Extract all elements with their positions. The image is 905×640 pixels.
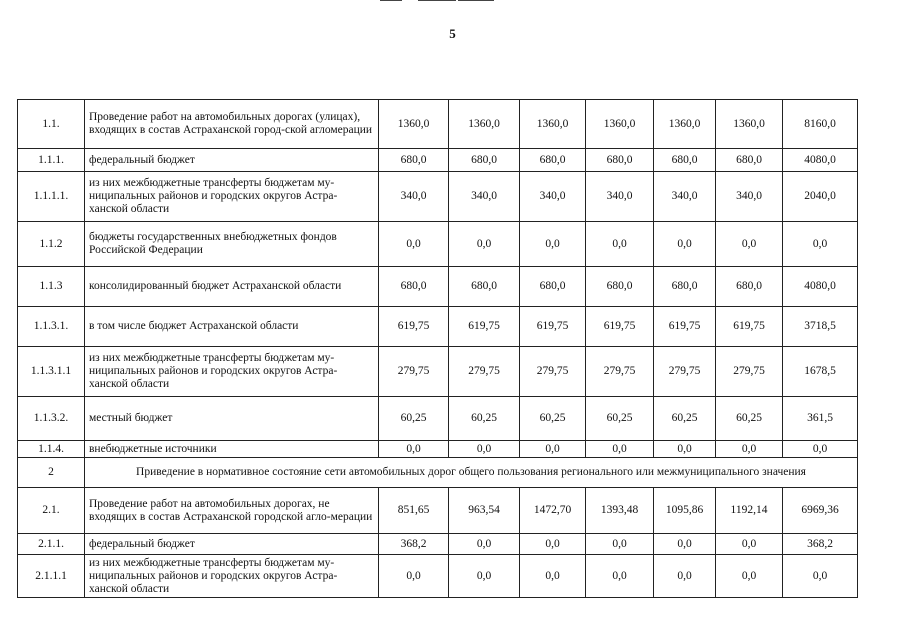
- budget-table: [17, 99, 858, 598]
- value-cell: 0,0: [654, 222, 716, 267]
- value-cell: 1360,0: [586, 100, 654, 149]
- row-description: местный бюджет: [85, 397, 379, 441]
- value-cell: 60,25: [379, 397, 449, 441]
- value-cell: 60,25: [520, 397, 586, 441]
- section-title: Приведение в нормативное состояние сети автомобильных дорог общего пользования регионального или межмуниципального значения: [85, 458, 858, 488]
- row-description: федеральный бюджет: [85, 149, 379, 172]
- value-cell: 0,0: [716, 534, 783, 555]
- value-cell: 680,0: [379, 267, 449, 307]
- table-row: [18, 397, 858, 441]
- value-cell: 340,0: [716, 172, 783, 222]
- value-cell: 1360,0: [716, 100, 783, 149]
- row-description: из них межбюджетные трансферты бюджетам му-ниципальных районов и городских округов Астра-ханской области: [85, 172, 379, 222]
- value-cell: 0,0: [520, 222, 586, 267]
- table-body: [18, 100, 858, 598]
- total-cell: 361,5: [783, 397, 858, 441]
- table-row: [18, 149, 858, 172]
- row-description: из них межбюджетные трансферты бюджетам му-ниципальных районов и городских округов Астра-ханской области: [85, 555, 379, 598]
- row-number: 1.1.3.1.1: [18, 347, 85, 397]
- row-number: 1.1.3: [18, 267, 85, 307]
- value-cell: 60,25: [586, 397, 654, 441]
- row-description: из них межбюджетные трансферты бюджетам му-ниципальных районов и городских округов Астра-ханской области: [85, 347, 379, 397]
- value-cell: 340,0: [654, 172, 716, 222]
- value-cell: 680,0: [449, 149, 520, 172]
- value-cell: 1472,70: [520, 488, 586, 534]
- value-cell: 680,0: [654, 267, 716, 307]
- row-description: консолидированный бюджет Астраханской области: [85, 267, 379, 307]
- value-cell: 0,0: [654, 555, 716, 598]
- value-cell: 279,75: [379, 347, 449, 397]
- table-row: [18, 307, 858, 347]
- row-description: бюджеты государственных внебюджетных фондов Российской Федерации: [85, 222, 379, 267]
- value-cell: 619,75: [586, 307, 654, 347]
- value-cell: 619,75: [520, 307, 586, 347]
- row-number: 1.1.: [18, 100, 85, 149]
- value-cell: 680,0: [379, 149, 449, 172]
- value-cell: 680,0: [586, 267, 654, 307]
- total-cell: 4080,0: [783, 149, 858, 172]
- table-row: [18, 347, 858, 397]
- value-cell: 0,0: [654, 534, 716, 555]
- value-cell: 680,0: [586, 149, 654, 172]
- row-number: 2.1.1.: [18, 534, 85, 555]
- total-cell: 8160,0: [783, 100, 858, 149]
- table-row: [18, 172, 858, 222]
- row-description: федеральный бюджет: [85, 534, 379, 555]
- value-cell: 619,75: [716, 307, 783, 347]
- table-row: [18, 222, 858, 267]
- table-row: [18, 441, 858, 458]
- row-number: 1.1.1.: [18, 149, 85, 172]
- value-cell: 340,0: [449, 172, 520, 222]
- row-number: 1.1.3.1.: [18, 307, 85, 347]
- value-cell: 0,0: [716, 441, 783, 458]
- value-cell: 0,0: [449, 534, 520, 555]
- value-cell: 0,0: [449, 441, 520, 458]
- row-description: внебюджетные источники: [85, 441, 379, 458]
- row-number: 1.1.3.2.: [18, 397, 85, 441]
- value-cell: 279,75: [586, 347, 654, 397]
- value-cell: 0,0: [716, 555, 783, 598]
- value-cell: 0,0: [716, 222, 783, 267]
- value-cell: 680,0: [716, 267, 783, 307]
- row-number: 1.1.4.: [18, 441, 85, 458]
- value-cell: 1095,86: [654, 488, 716, 534]
- section-row: [18, 458, 858, 488]
- value-cell: 1360,0: [449, 100, 520, 149]
- value-cell: 340,0: [586, 172, 654, 222]
- table-row: [18, 488, 858, 534]
- value-cell: 1192,14: [716, 488, 783, 534]
- value-cell: 851,65: [379, 488, 449, 534]
- value-cell: 279,75: [449, 347, 520, 397]
- value-cell: 680,0: [520, 149, 586, 172]
- total-cell: 368,2: [783, 534, 858, 555]
- total-cell: 0,0: [783, 441, 858, 458]
- row-number: 1.1.2: [18, 222, 85, 267]
- value-cell: 0,0: [586, 441, 654, 458]
- value-cell: 619,75: [379, 307, 449, 347]
- table-row: [18, 100, 858, 149]
- value-cell: 368,2: [379, 534, 449, 555]
- total-cell: 0,0: [783, 555, 858, 598]
- row-number: 2.1.1.1: [18, 555, 85, 598]
- total-cell: 6969,36: [783, 488, 858, 534]
- row-description: в том числе бюджет Астраханской области: [85, 307, 379, 347]
- value-cell: 680,0: [654, 149, 716, 172]
- row-description: Проведение работ на автомобильных дорогах, не входящих в состав Астраханской городской агло-мерации: [85, 488, 379, 534]
- table-row: [18, 534, 858, 555]
- value-cell: 0,0: [586, 222, 654, 267]
- value-cell: 279,75: [716, 347, 783, 397]
- value-cell: 963,54: [449, 488, 520, 534]
- page-number: 5: [449, 26, 456, 41]
- value-cell: 1360,0: [654, 100, 716, 149]
- section-number: 2: [18, 458, 85, 488]
- row-number: 1.1.1.1.: [18, 172, 85, 222]
- value-cell: 340,0: [520, 172, 586, 222]
- table-row: [18, 555, 858, 598]
- row-description: Проведение работ на автомобильных дорогах (улицах), входящих в состав Астраханской город-ской агломерации: [85, 100, 379, 149]
- total-cell: 3718,5: [783, 307, 858, 347]
- value-cell: 1393,48: [586, 488, 654, 534]
- value-cell: 0,0: [586, 555, 654, 598]
- value-cell: 680,0: [716, 149, 783, 172]
- total-cell: 4080,0: [783, 267, 858, 307]
- value-cell: 0,0: [520, 555, 586, 598]
- value-cell: 0,0: [520, 534, 586, 555]
- value-cell: 0,0: [449, 555, 520, 598]
- total-cell: 1678,5: [783, 347, 858, 397]
- value-cell: 0,0: [586, 534, 654, 555]
- value-cell: 0,0: [379, 555, 449, 598]
- value-cell: 1360,0: [379, 100, 449, 149]
- value-cell: 0,0: [520, 441, 586, 458]
- value-cell: 680,0: [520, 267, 586, 307]
- value-cell: 60,25: [449, 397, 520, 441]
- value-cell: 619,75: [449, 307, 520, 347]
- value-cell: 279,75: [654, 347, 716, 397]
- value-cell: 60,25: [654, 397, 716, 441]
- value-cell: 680,0: [449, 267, 520, 307]
- value-cell: 0,0: [379, 441, 449, 458]
- table-row: [18, 267, 858, 307]
- value-cell: 619,75: [654, 307, 716, 347]
- value-cell: 279,75: [520, 347, 586, 397]
- row-number: 2.1.: [18, 488, 85, 534]
- top-scan-marks: [380, 0, 500, 2]
- total-cell: 0,0: [783, 222, 858, 267]
- value-cell: 0,0: [449, 222, 520, 267]
- value-cell: 1360,0: [520, 100, 586, 149]
- value-cell: 60,25: [716, 397, 783, 441]
- value-cell: 340,0: [379, 172, 449, 222]
- value-cell: 0,0: [654, 441, 716, 458]
- total-cell: 2040,0: [783, 172, 858, 222]
- value-cell: 0,0: [379, 222, 449, 267]
